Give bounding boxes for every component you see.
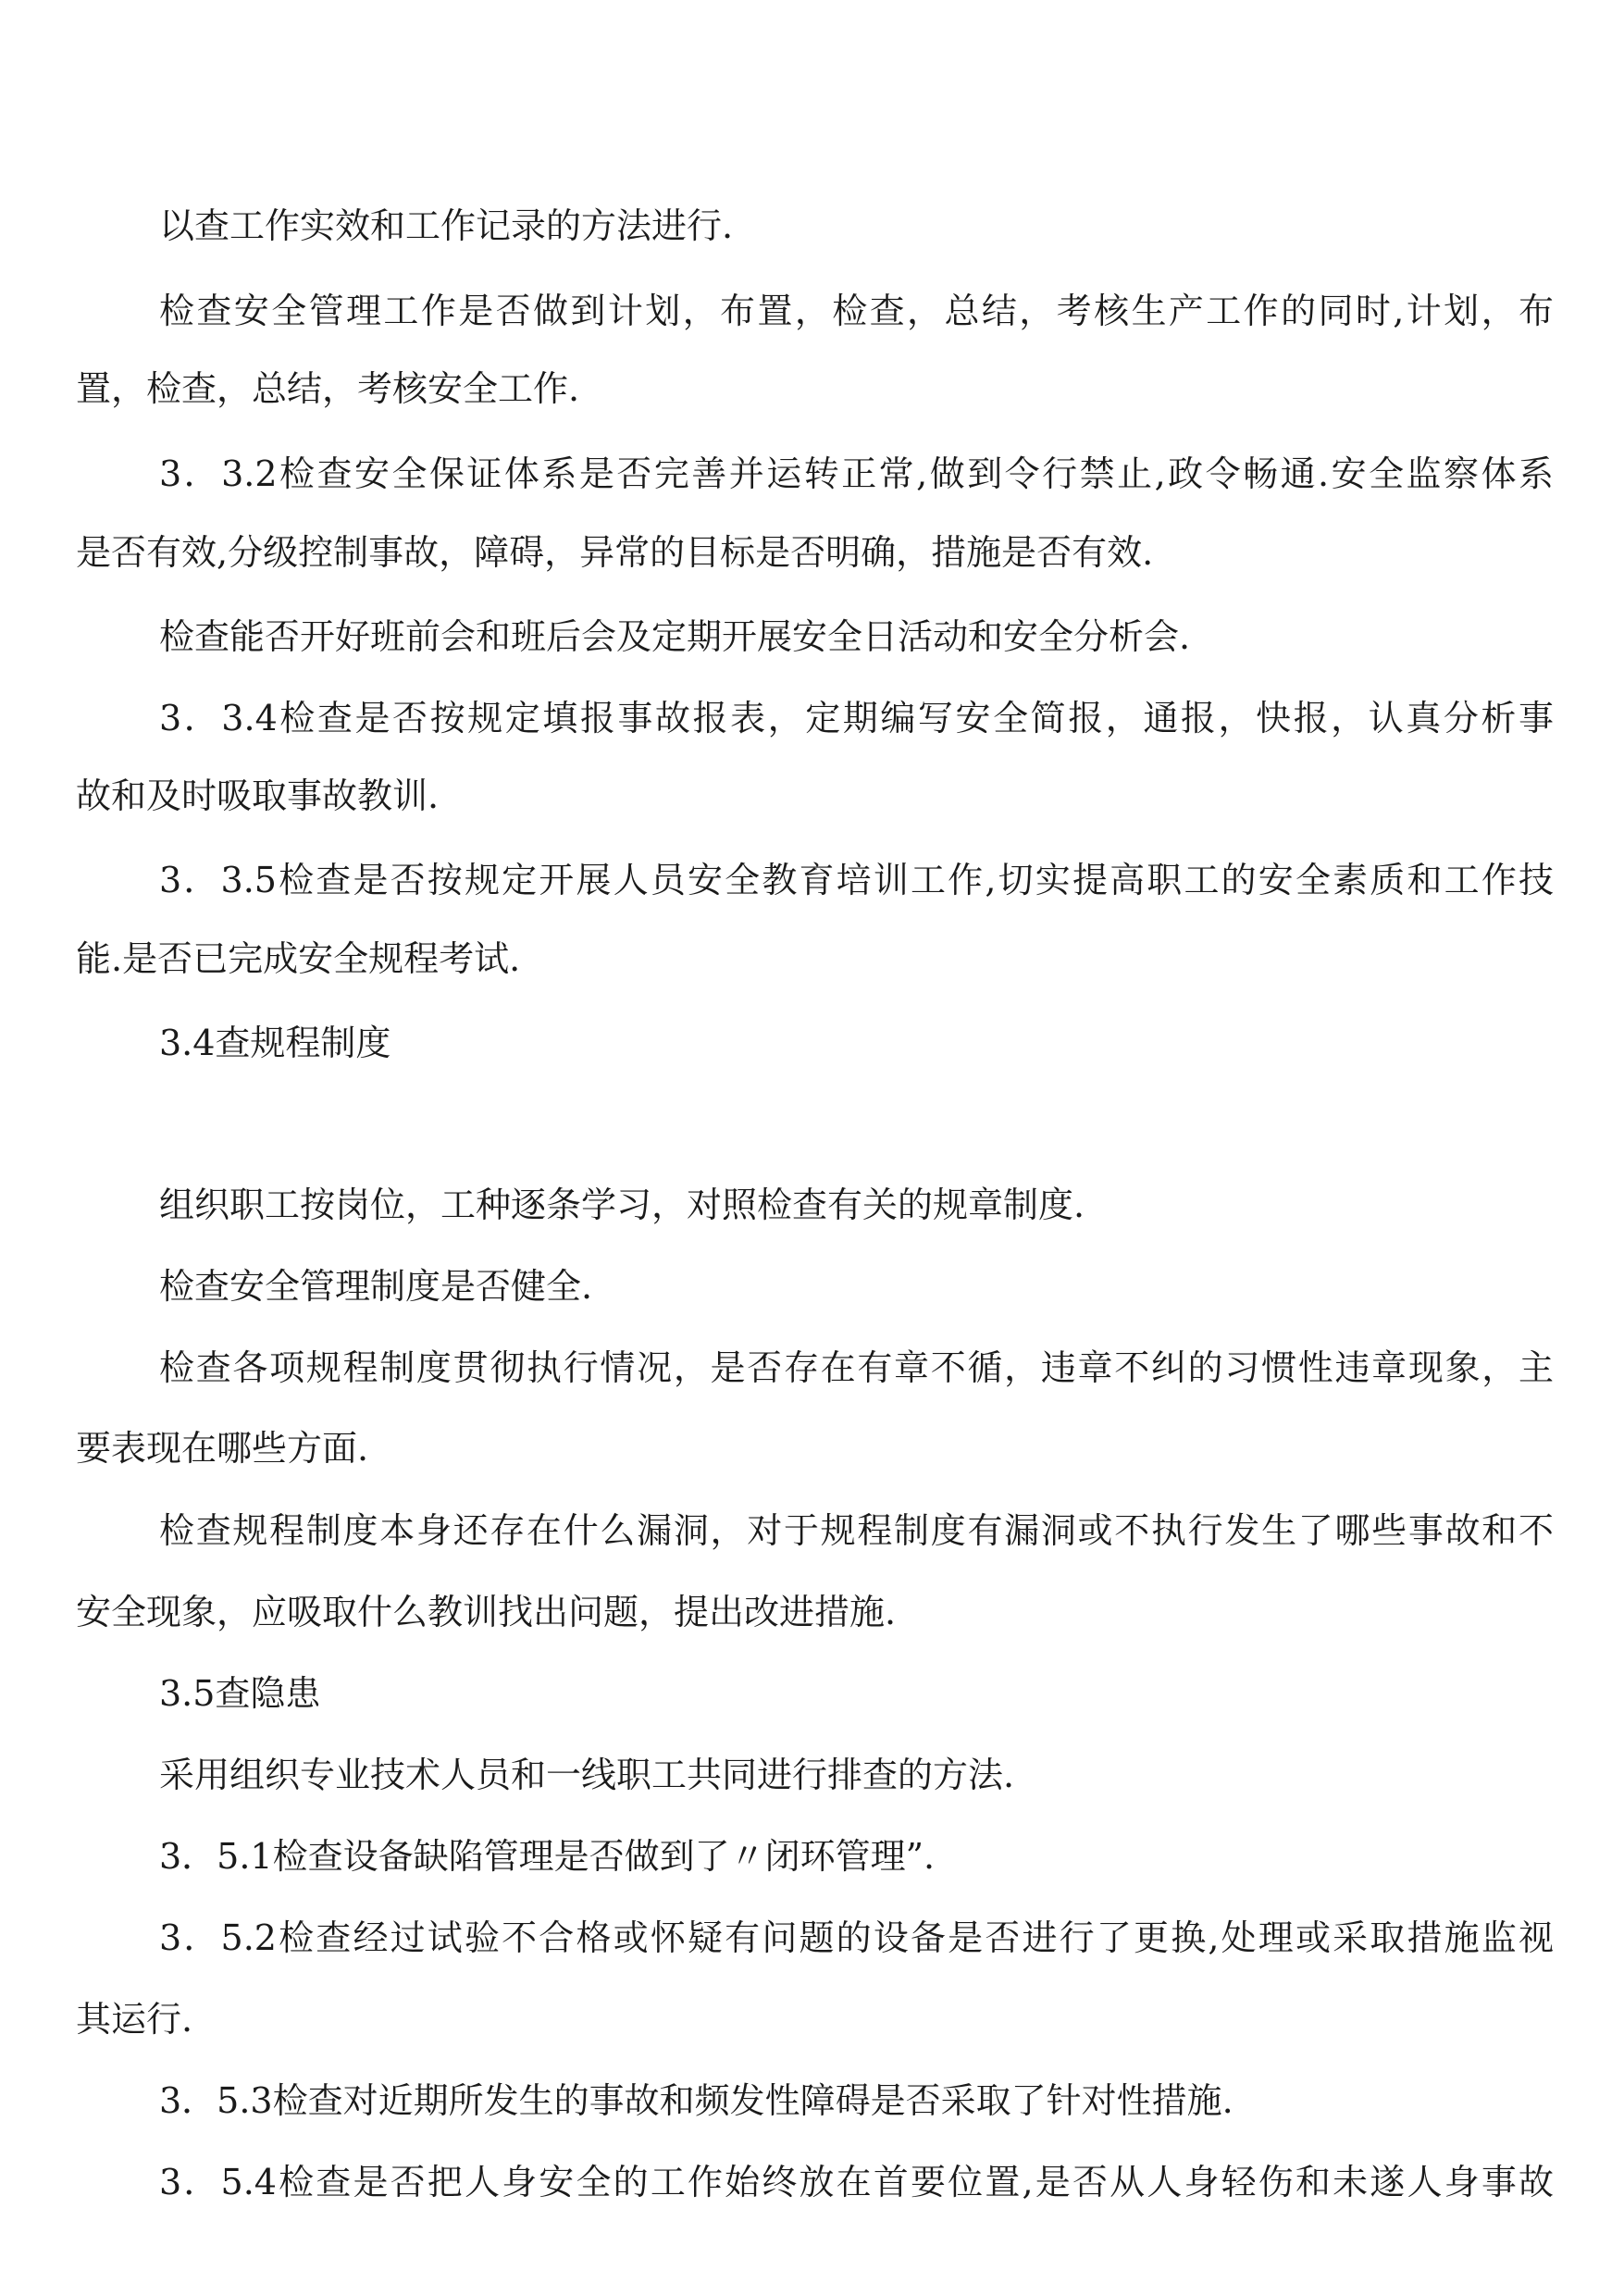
text-line: 要表现在哪些方面. [76,1428,369,1469]
text-line: 采用组织专业技术人员和一线职工共同进行排查的方法. [159,1755,1015,1795]
text-line: 置，检查，总结，考核安全工作. [76,368,580,409]
section-heading: 3.5查隐患 [159,1673,321,1714]
section-heading: 3.4查规程制度 [159,1023,391,1063]
text-line: 3．3.2检查安全保证体系是否完善并运转正常,做到令行禁止,政令畅通.安全监察体系 [159,453,1554,494]
text-line: 3．5.2检查经过试验不合格或怀疑有问题的设备是否进行了更换,处理或采取措施监视 [159,1917,1554,1958]
text-line: 其运行. [76,1999,193,2040]
text-line: 是否有效,分级控制事故，障碍，异常的目标是否明确，措施是否有效. [76,532,1154,573]
text-line: 3．3.4检查是否按规定填报事故报表，定期编写安全简报，通报，快报，认真分析事 [159,698,1554,738]
text-line: 以查工作实效和工作记录的方法进行. [159,205,734,246]
text-line: 3．5.1检查设备缺陷管理是否做到了〃闭环管理”. [159,1836,936,1877]
text-line: 3．5.4检查是否把人身安全的工作始终放在首要位置,是否从人身轻伤和未遂人身事故 [159,2162,1554,2202]
text-line: 检查能否开好班前会和班后会及定期开展安全日活动和安全分析会. [159,616,1191,657]
text-line: 故和及时吸取事故教训. [76,775,440,816]
text-line: 安全现象，应吸取什么教训找出问题，提出改进措施. [76,1592,897,1632]
text-line: 检查各项规程制度贯彻执行情况，是否存在有章不循，违章不纠的习惯性违章现象，主 [159,1347,1554,1388]
text-line: 3．3.5检查是否按规定开展人员安全教育培训工作,切实提高职工的安全素质和工作技 [159,860,1554,900]
text-line: 检查安全管理制度是否健全. [159,1266,593,1307]
text-line: 组织职工按岗位，工种逐条学习，对照检查有关的规章制度. [159,1185,1085,1225]
text-line: 能.是否已完成安全规程考试. [76,938,521,979]
text-line: 3．5.3检查对近期所发生的事故和频发性障碍是否采取了针对性措施. [159,2080,1233,2121]
text-line: 检查规程制度本身还存在什么漏洞，对于规程制度有漏洞或不执行发生了哪些事故和不 [159,1510,1554,1551]
text-line: 检查安全管理工作是否做到计划，布置，检查，总结，考核生产工作的同时,计划，布 [159,291,1554,331]
